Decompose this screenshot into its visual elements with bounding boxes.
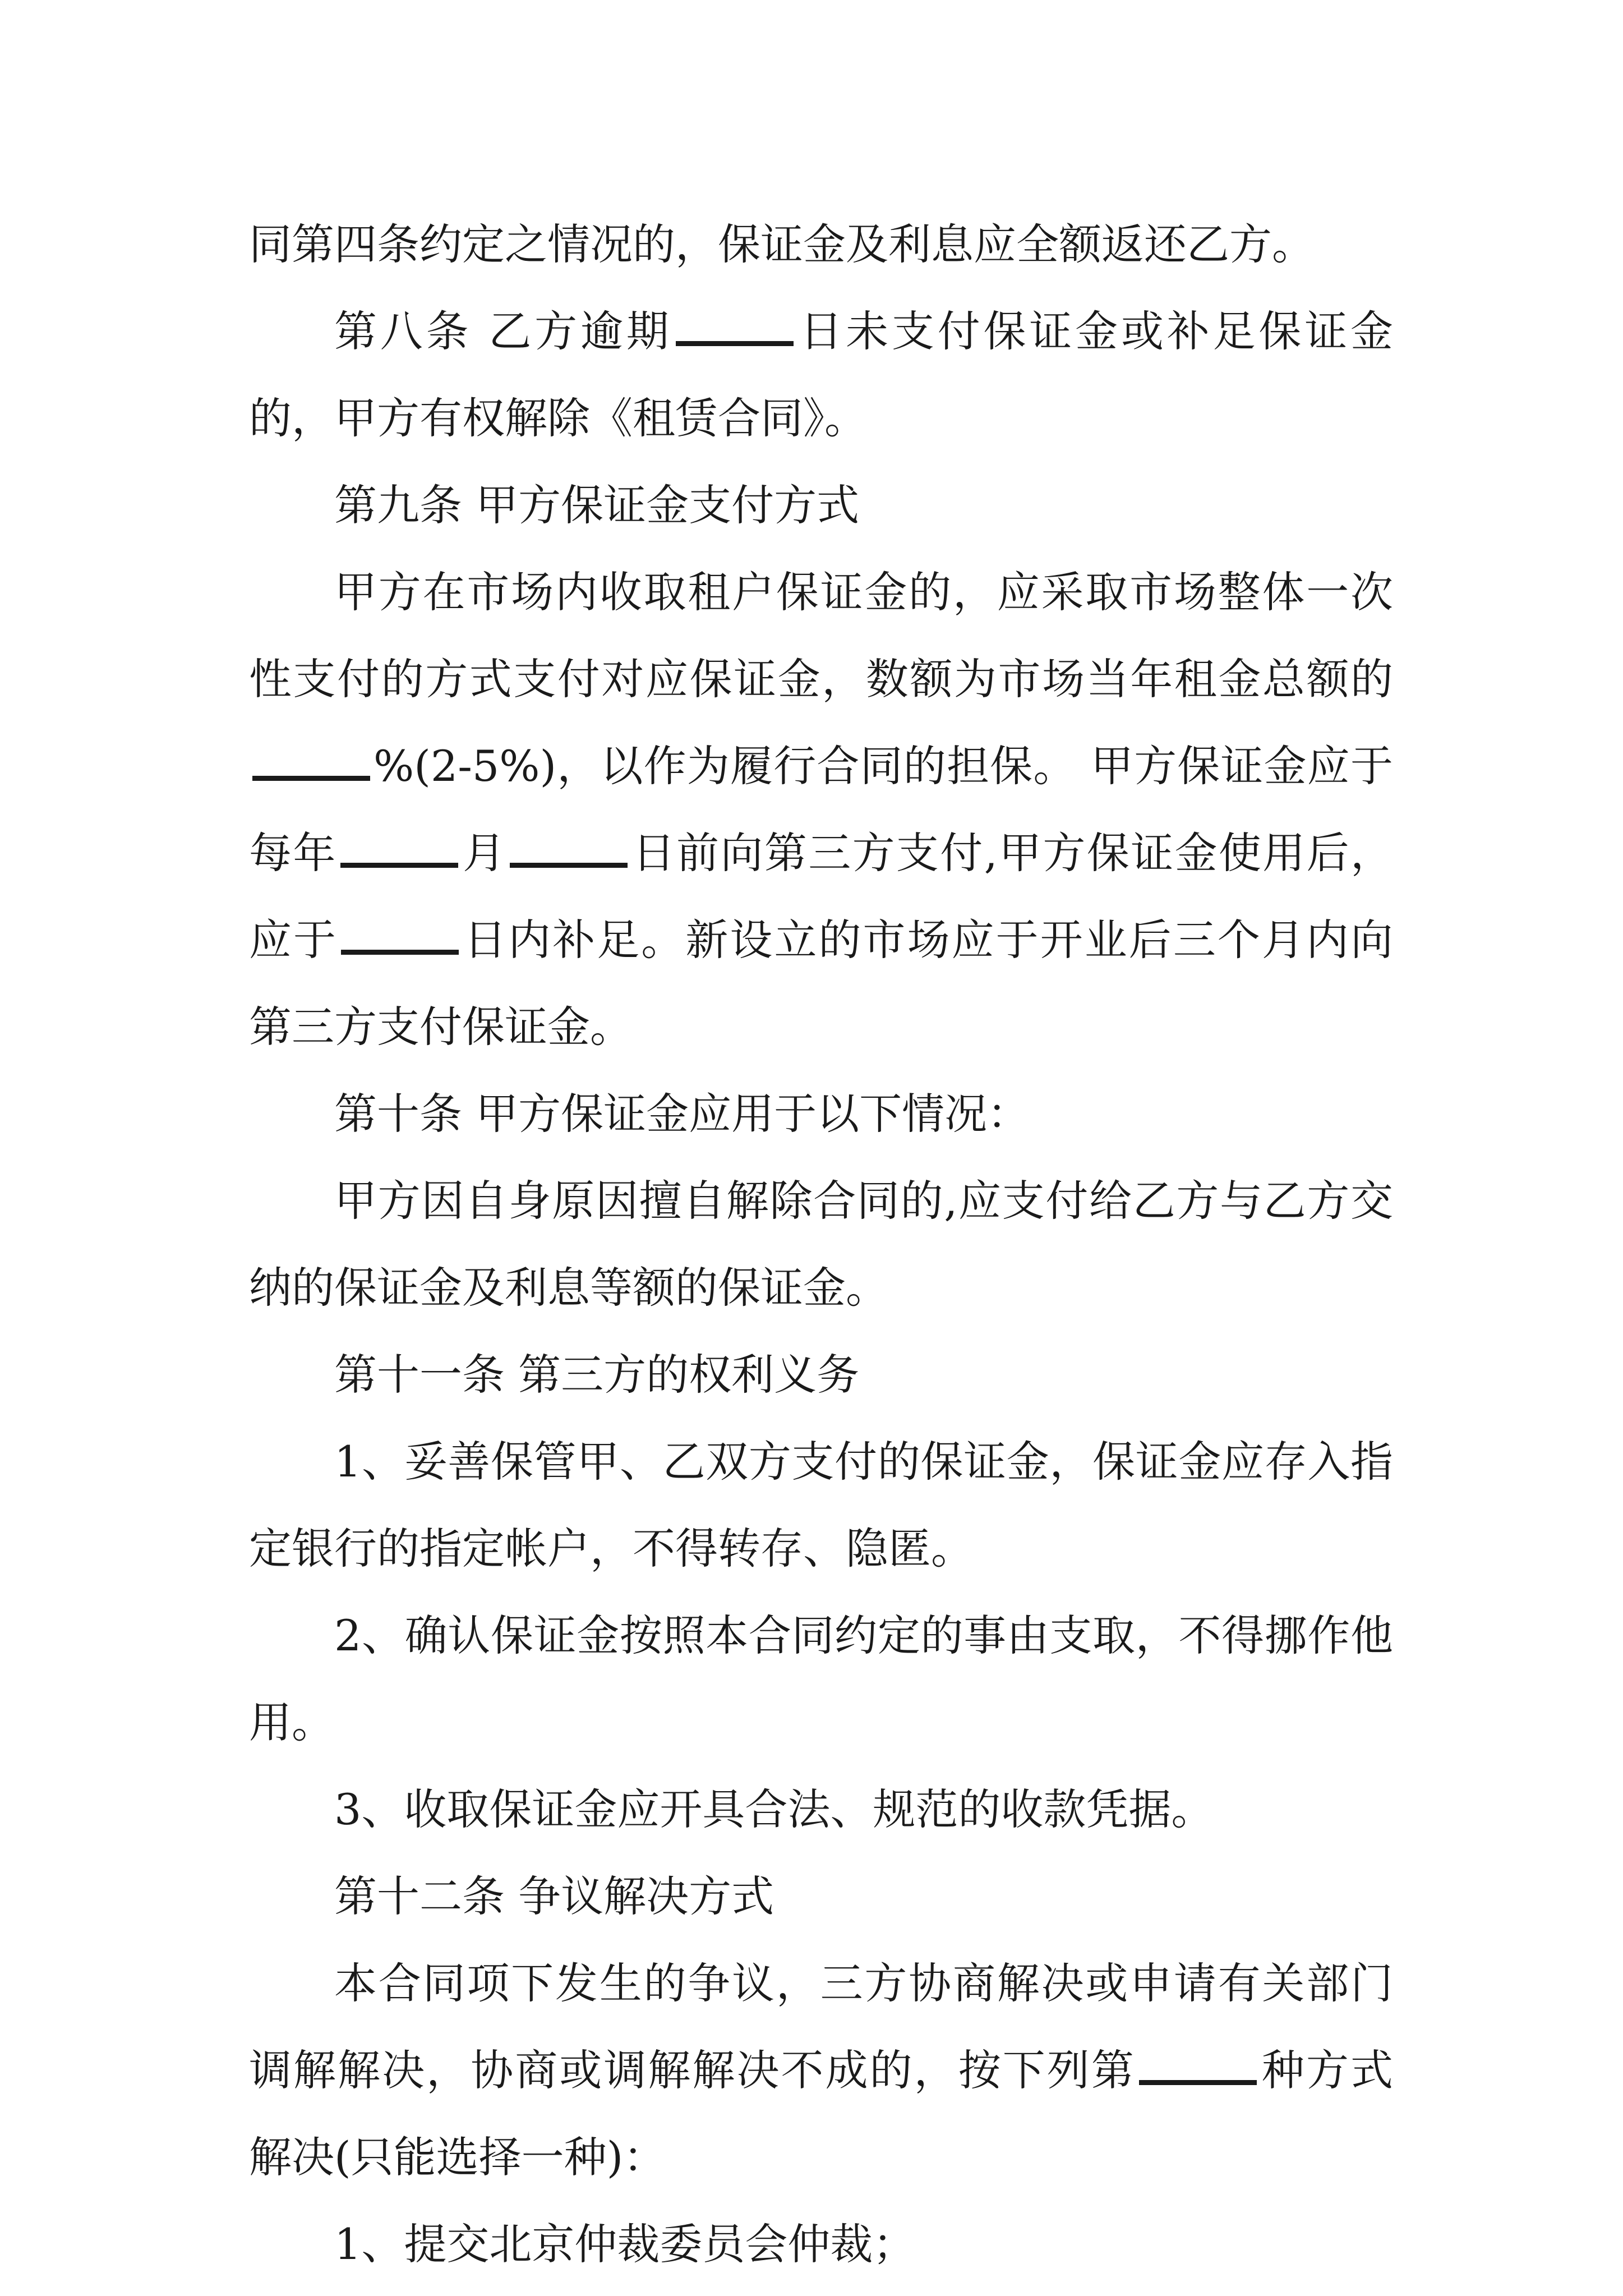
text-line: 1、妥善保管甲、乙双方支付的保证金，保证金应存入指定银行的指定帐户，不得转存、隐匿。 (249, 1437, 1393, 1573)
text-line: 1、提交北京仲裁委员会仲裁； (334, 2219, 916, 2269)
contract-text (249, 201, 1393, 2288)
fill-blank[interactable] (1139, 2080, 1257, 2085)
text-line: 日内补足。新设立的市场应于开业后三个月内向第三方支付保证金。 (249, 915, 1394, 1052)
text-line: 日未支付保证金或补足保证金的，甲方有权解除《租赁合同》。 (249, 306, 1393, 443)
text-line: 第十条 甲方保证金应用于以下情况： (334, 1089, 1030, 1139)
article-12-body (249, 1940, 1393, 2201)
text-line: 第十二条 争议解决方式 (334, 1871, 774, 1921)
text-line: 2、确认保证金按照本合同约定的事由支取，不得挪作他用。 (249, 1611, 1393, 1747)
text-line: 3、收取保证金应开具合法、规范的收款凭据。 (334, 1784, 1214, 1834)
article-11-item-3 (249, 1766, 1393, 1853)
article-10-heading (249, 1070, 1393, 1157)
text-line: 第十一条 第三方的权利义务 (334, 1350, 860, 1400)
text-line: 甲方因自身原因擅自解除合同的,应支付给乙方与乙方交纳的保证金及利息等额的保证金。 (249, 1176, 1393, 1313)
article-11-item-1 (249, 1418, 1393, 1592)
fill-blank[interactable] (340, 863, 458, 868)
article-11-item-2 (249, 1592, 1393, 1766)
text-line: 月 (461, 828, 507, 878)
article-11-heading (249, 1331, 1393, 1418)
article-12-heading (249, 1853, 1393, 1940)
article-10-body (249, 1157, 1393, 1331)
paragraph-continuation (249, 201, 1393, 288)
fill-blank[interactable] (676, 341, 794, 346)
fill-blank[interactable] (510, 863, 628, 868)
article-9-heading (249, 462, 1393, 549)
text-line: 种方式解决(只能选择一种)： (249, 2045, 1394, 2182)
fill-blank[interactable] (341, 950, 459, 955)
text-line: %(2-5%)，以作为履行合同的担保。 甲方保证金应于每年 (249, 741, 1393, 878)
text-line: 第九条 甲方保证金支付方式 (334, 480, 860, 530)
article-8 (249, 288, 1393, 462)
text-line: 日前向第三方支付,甲方保证金使用后，应于 (249, 828, 1393, 965)
fill-blank[interactable] (252, 776, 370, 781)
text-line: 甲方在市场内收取租户保证金的，应采取市场整体一次性支付的方式支付对应保证金，数额为市场当年租金总额的 (249, 567, 1393, 704)
article-12-option-1 (249, 2201, 1393, 2288)
text-line: 第八条 乙方逾期 (334, 306, 672, 356)
text-line: 本合同项下发生的争议，三方协商解决或申请有关部门调解解决，协商或调解解决不成的，按下列第 (249, 1958, 1393, 2095)
text-line: 同第四条约定之情况的，保证金及利息应全额返还乙方。 (249, 219, 1315, 269)
article-9-body (249, 549, 1393, 1070)
